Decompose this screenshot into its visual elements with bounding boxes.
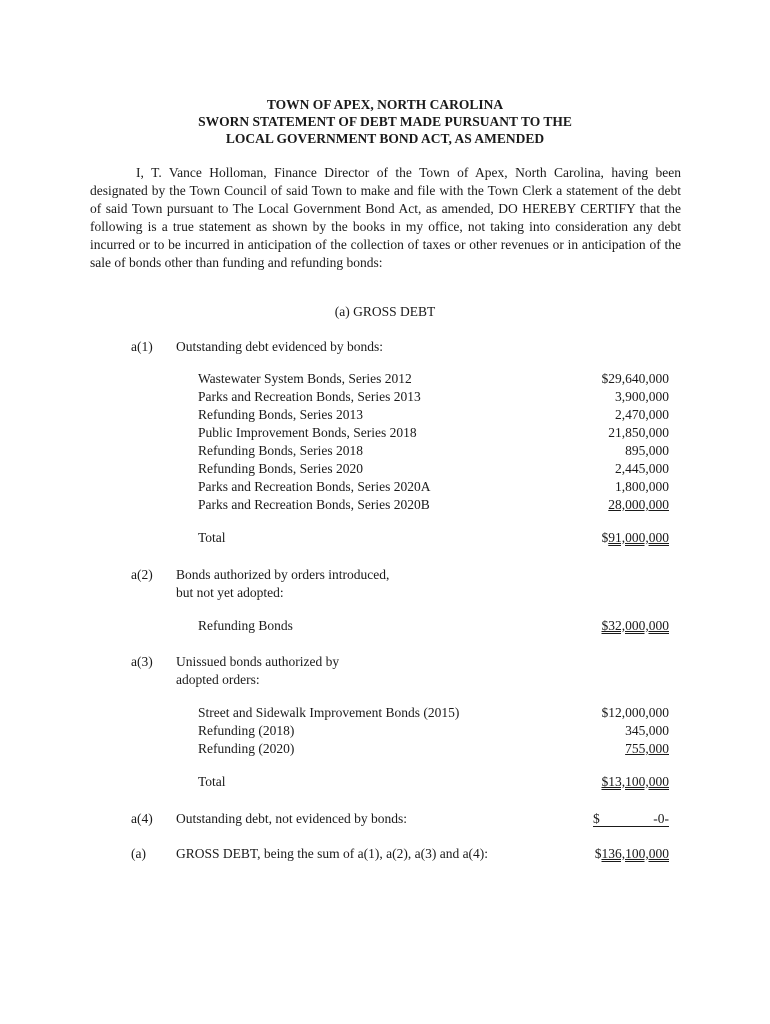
gross-label: (a): [131, 846, 146, 861]
a2-description-line-1: Bonds authorized by orders introduced,: [176, 567, 390, 582]
a1-item-name: Refunding Bonds, Series 2020: [198, 461, 363, 476]
a3-item-name: Refunding (2018): [198, 723, 295, 738]
a4-amount: [593, 810, 669, 827]
a1-item-name: Public Improvement Bonds, Series 2018: [198, 425, 417, 440]
a1-item-amount: 2,470,000: [615, 407, 669, 422]
a1-item-name: Wastewater System Bonds, Series 2012: [198, 371, 412, 386]
a1-item-amount: 3,900,000: [615, 389, 669, 404]
a3-item-name: Street and Sidewalk Improvement Bonds (2015): [198, 705, 460, 720]
intro-paragraph: [90, 164, 681, 272]
a1-item-amount: 28,000,000: [608, 497, 669, 512]
a1-item-name: Refunding Bonds, Series 2013: [198, 407, 363, 422]
a1-description: Outstanding debt evidenced by bonds:: [176, 339, 383, 354]
a4-amount-prefix: $: [593, 811, 600, 826]
a2-label: a(2): [131, 567, 153, 582]
gross-description: GROSS DEBT, being the sum of a(1), a(2), a(3) and a(4):: [176, 846, 489, 861]
a1-item-amount: 21,850,000: [608, 425, 669, 440]
a1-item-name: Refunding Bonds, Series 2018: [198, 443, 363, 458]
a1-total-value: 91,000,000: [608, 530, 669, 545]
title-line-2: SWORN STATEMENT OF DEBT MADE PURSUANT TO THE: [198, 114, 572, 129]
a3-item-amount: 755,000: [625, 741, 669, 756]
a1-item-amount: 895,000: [625, 443, 669, 458]
gross-amount: [595, 845, 669, 863]
a1-total-label: Total: [198, 530, 226, 545]
a1-total-amount: [602, 529, 670, 547]
a1-label: a(1): [131, 339, 153, 354]
a1-item-name: Parks and Recreation Bonds, Series 2020B: [198, 497, 430, 512]
a1-item-amount: $29,640,000: [601, 371, 669, 386]
a4-label: a(4): [131, 811, 153, 826]
title-line-1: TOWN OF APEX, NORTH CAROLINA: [266, 97, 504, 112]
a1-total-prefix: $: [601, 530, 609, 545]
a1-item-name: Parks and Recreation Bonds, Series 2013: [198, 389, 421, 404]
a1-item-amount: 2,445,000: [615, 461, 669, 476]
gross-amount-prefix: $: [594, 846, 602, 861]
a3-item-name: Refunding (2020): [198, 741, 295, 756]
a3-description-line-1: Unissued bonds authorized by: [176, 654, 340, 669]
a2-description-line-2: but not yet adopted:: [176, 585, 284, 600]
a1-item-name: Parks and Recreation Bonds, Series 2020A: [198, 479, 431, 494]
a4-amount-value: -0-: [653, 811, 669, 826]
title-line-3: LOCAL GOVERNMENT BOND ACT, AS AMENDED: [225, 131, 545, 146]
a3-total-amount: $13,100,000: [601, 774, 669, 789]
a1-item-amount: 1,800,000: [615, 479, 669, 494]
a2-item-amount: $32,000,000: [601, 618, 669, 633]
section-heading-gross-debt: (a) GROSS DEBT: [334, 304, 436, 319]
a3-label: a(3): [131, 654, 153, 669]
intro-text: I, T. Vance Holloman, Finance Director of the Town of Apex, North Carolina, having been designated by the Town Council of said Town to make and file with the Town Clerk a statement of the debt of said Town pursuant to The Local Government Bond Act, as amended, DO HEREBY CERTIFY that the following is a true statement as shown by the books in my office, not taking into consideration any debt incurred or to be incurred in anticipation of the collection of taxes or other revenues or in anticipation of the sale of bonds other than funding and refunding bonds:: [90, 165, 681, 270]
gross-amount-value: 136,100,000: [601, 846, 669, 861]
a4-description: Outstanding debt, not evidenced by bonds:: [176, 811, 407, 826]
a3-description-line-2: adopted orders:: [176, 672, 260, 687]
a3-total-label: Total: [198, 774, 226, 789]
a3-item-amount: $12,000,000: [601, 705, 669, 720]
a2-item-name: Refunding Bonds: [198, 618, 293, 633]
a3-item-amount: 345,000: [625, 723, 669, 738]
